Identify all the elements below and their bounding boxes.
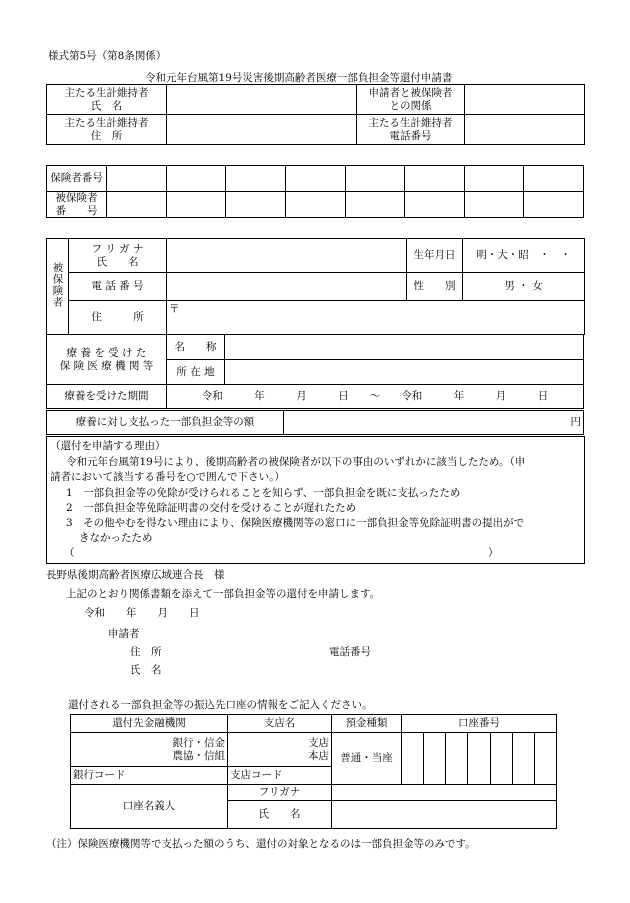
- insured-digit[interactable]: [226, 192, 286, 218]
- holder-furigana-field[interactable]: [332, 785, 557, 801]
- insured-table: [46, 238, 585, 335]
- amount-field[interactable]: 円: [284, 411, 584, 435]
- householder-phone-field[interactable]: [465, 115, 585, 145]
- institution-header: 還付先金融機関: [71, 715, 228, 733]
- account-type-field[interactable]: 普通・当座: [332, 733, 402, 785]
- reason-heading: （還付を申請する理由）: [50, 440, 166, 452]
- holder-furigana-label: フリガナ: [228, 785, 332, 801]
- insured-digit[interactable]: [107, 192, 167, 218]
- facility-label: 療 養 を 受 け た 保 険 医 療 機 関 等: [47, 335, 167, 385]
- account-header: 口座番号: [402, 715, 557, 733]
- bank-table: [70, 714, 557, 829]
- period-label: 療養を受けた期間: [47, 385, 167, 409]
- insurer-digit[interactable]: [226, 166, 286, 192]
- period-table: [46, 384, 584, 409]
- application-date[interactable]: 令和 年 月 日: [84, 607, 200, 619]
- relation-label: 申請者と被保険者 との関係: [357, 85, 465, 115]
- insured-digit[interactable]: [345, 192, 405, 218]
- insured-side-label: 被保険者: [47, 239, 69, 335]
- facility-location-label: 所 在 地: [167, 360, 225, 385]
- footnote: （注）保険医療機関等で支払った額のうち、還付の対象となるのは一部負担金等のみです。: [46, 838, 476, 850]
- sex-label: 性 別: [407, 273, 463, 301]
- insured-digit[interactable]: [166, 192, 226, 218]
- insurer-digit[interactable]: [524, 166, 584, 192]
- account-digit[interactable]: [446, 733, 468, 785]
- dob-label: 生年月日: [407, 239, 463, 273]
- insured-digit[interactable]: [285, 192, 345, 218]
- bank-intro: 還付される一部負担金等の振込先口座の情報をご記入ください。: [68, 699, 373, 711]
- address-label: 住 所: [69, 301, 167, 335]
- reason-item-2[interactable]: 2 一部負担金等免除証明書の交付を受けることが遅れたため: [66, 502, 357, 514]
- reason-item-3-cont: きなかったため: [79, 532, 153, 544]
- account-digit[interactable]: [468, 733, 490, 785]
- bank-code-field[interactable]: 銀行コード: [71, 767, 228, 785]
- insurer-digit[interactable]: [285, 166, 345, 192]
- account-digit[interactable]: [534, 733, 556, 785]
- reason-paren-close: ）: [488, 547, 499, 559]
- addressee: 長野県後期高齢者医療広域連合長 様: [46, 569, 225, 581]
- reason-intro-2: 請者において該当する番号を○で囲んで下さい。）: [50, 471, 285, 483]
- insured-address-field[interactable]: [167, 301, 585, 335]
- postal-mark: 〒: [169, 303, 180, 315]
- applicant-label: 申請者: [108, 628, 140, 640]
- reason-intro-1: 令和元年台風第19号により、後期高齢者の被保険者が以下の事由のいずれかに該当したため。（申: [66, 456, 526, 468]
- form-title: 令和元年台風第19号災害後期高齢者医療一部負担金等還付申請書: [145, 72, 453, 84]
- branch-field[interactable]: 支店 本店: [228, 733, 332, 767]
- householder-phone-label: 主たる生計維持者 電話番号: [357, 115, 465, 145]
- holder-name-field[interactable]: [332, 801, 557, 829]
- facility-table: [46, 334, 584, 385]
- insured-name-field[interactable]: [167, 239, 407, 273]
- insurer-number-table: [46, 165, 584, 218]
- branch-code-field[interactable]: 支店コード: [228, 767, 332, 785]
- dob-field[interactable]: 明・大・昭 ・ ・: [463, 239, 585, 273]
- facility-location-field[interactable]: [225, 360, 584, 385]
- branch-header: 支店名: [228, 715, 332, 733]
- type-header: 預金種類: [332, 715, 402, 733]
- insurer-digit[interactable]: [166, 166, 226, 192]
- amount-label: 療養に対し支払った一部負担金等の額: [47, 411, 284, 435]
- account-digit[interactable]: [402, 733, 424, 785]
- furigana-name-label: フ リ ガ ナ 氏 名: [69, 239, 167, 273]
- insurer-digit[interactable]: [405, 166, 465, 192]
- holder-name-label: 氏 名: [228, 801, 332, 829]
- period-field[interactable]: 令和 年 月 日 〜 令和 年 月 日: [167, 385, 584, 409]
- applicant-name-label: 氏 名: [130, 664, 162, 676]
- insurer-number-label: 保険者番号: [47, 166, 107, 192]
- phone-label: 電 話 番 号: [69, 273, 167, 301]
- form-number: 様式第5号（第8条関係）: [48, 50, 167, 62]
- householder-address-label: 主たる生計維持者 住 所: [47, 115, 167, 145]
- relation-field[interactable]: [465, 85, 585, 115]
- insurer-digit[interactable]: [464, 166, 524, 192]
- application-statement: 上記のとおり関係書類を添えて一部負担金等の還付を申請します。: [66, 588, 381, 600]
- insurer-digit[interactable]: [107, 166, 167, 192]
- institution-field[interactable]: 銀行・信金 農協・信組: [71, 733, 228, 767]
- householder-table: [46, 84, 585, 145]
- reason-item-1[interactable]: 1 一部負担金等の免除が受けられることを知らず、一部負担金を既に支払ったため: [66, 487, 461, 499]
- insured-phone-field[interactable]: [167, 273, 407, 301]
- reason-item-3[interactable]: 3 その他やむを得ない理由により、保険医療機関等の窓口に一部負担金等免除証明書の提出がで: [66, 517, 525, 529]
- applicant-phone-label: 電話番号: [329, 646, 371, 658]
- facility-name-label: 名 称: [167, 335, 225, 360]
- insured-digit[interactable]: [464, 192, 524, 218]
- holder-label: 口座名義人: [71, 785, 228, 829]
- account-digit[interactable]: [512, 733, 534, 785]
- insured-digit[interactable]: [524, 192, 584, 218]
- insurer-digit[interactable]: [345, 166, 405, 192]
- account-digit[interactable]: [424, 733, 446, 785]
- amount-table: [46, 410, 584, 435]
- householder-name-field[interactable]: [167, 85, 357, 115]
- householder-name-label: 主たる生計維持者 氏 名: [47, 85, 167, 115]
- insured-number-label: 被保険者 番 号: [47, 192, 107, 218]
- insured-digit[interactable]: [405, 192, 465, 218]
- reason-paren-open: （: [64, 547, 75, 559]
- account-digit[interactable]: [490, 733, 512, 785]
- applicant-address-label: 住 所: [130, 646, 162, 658]
- facility-name-field[interactable]: [225, 335, 584, 360]
- sex-field[interactable]: 男 ・ 女: [463, 273, 585, 301]
- householder-address-field[interactable]: [167, 115, 357, 145]
